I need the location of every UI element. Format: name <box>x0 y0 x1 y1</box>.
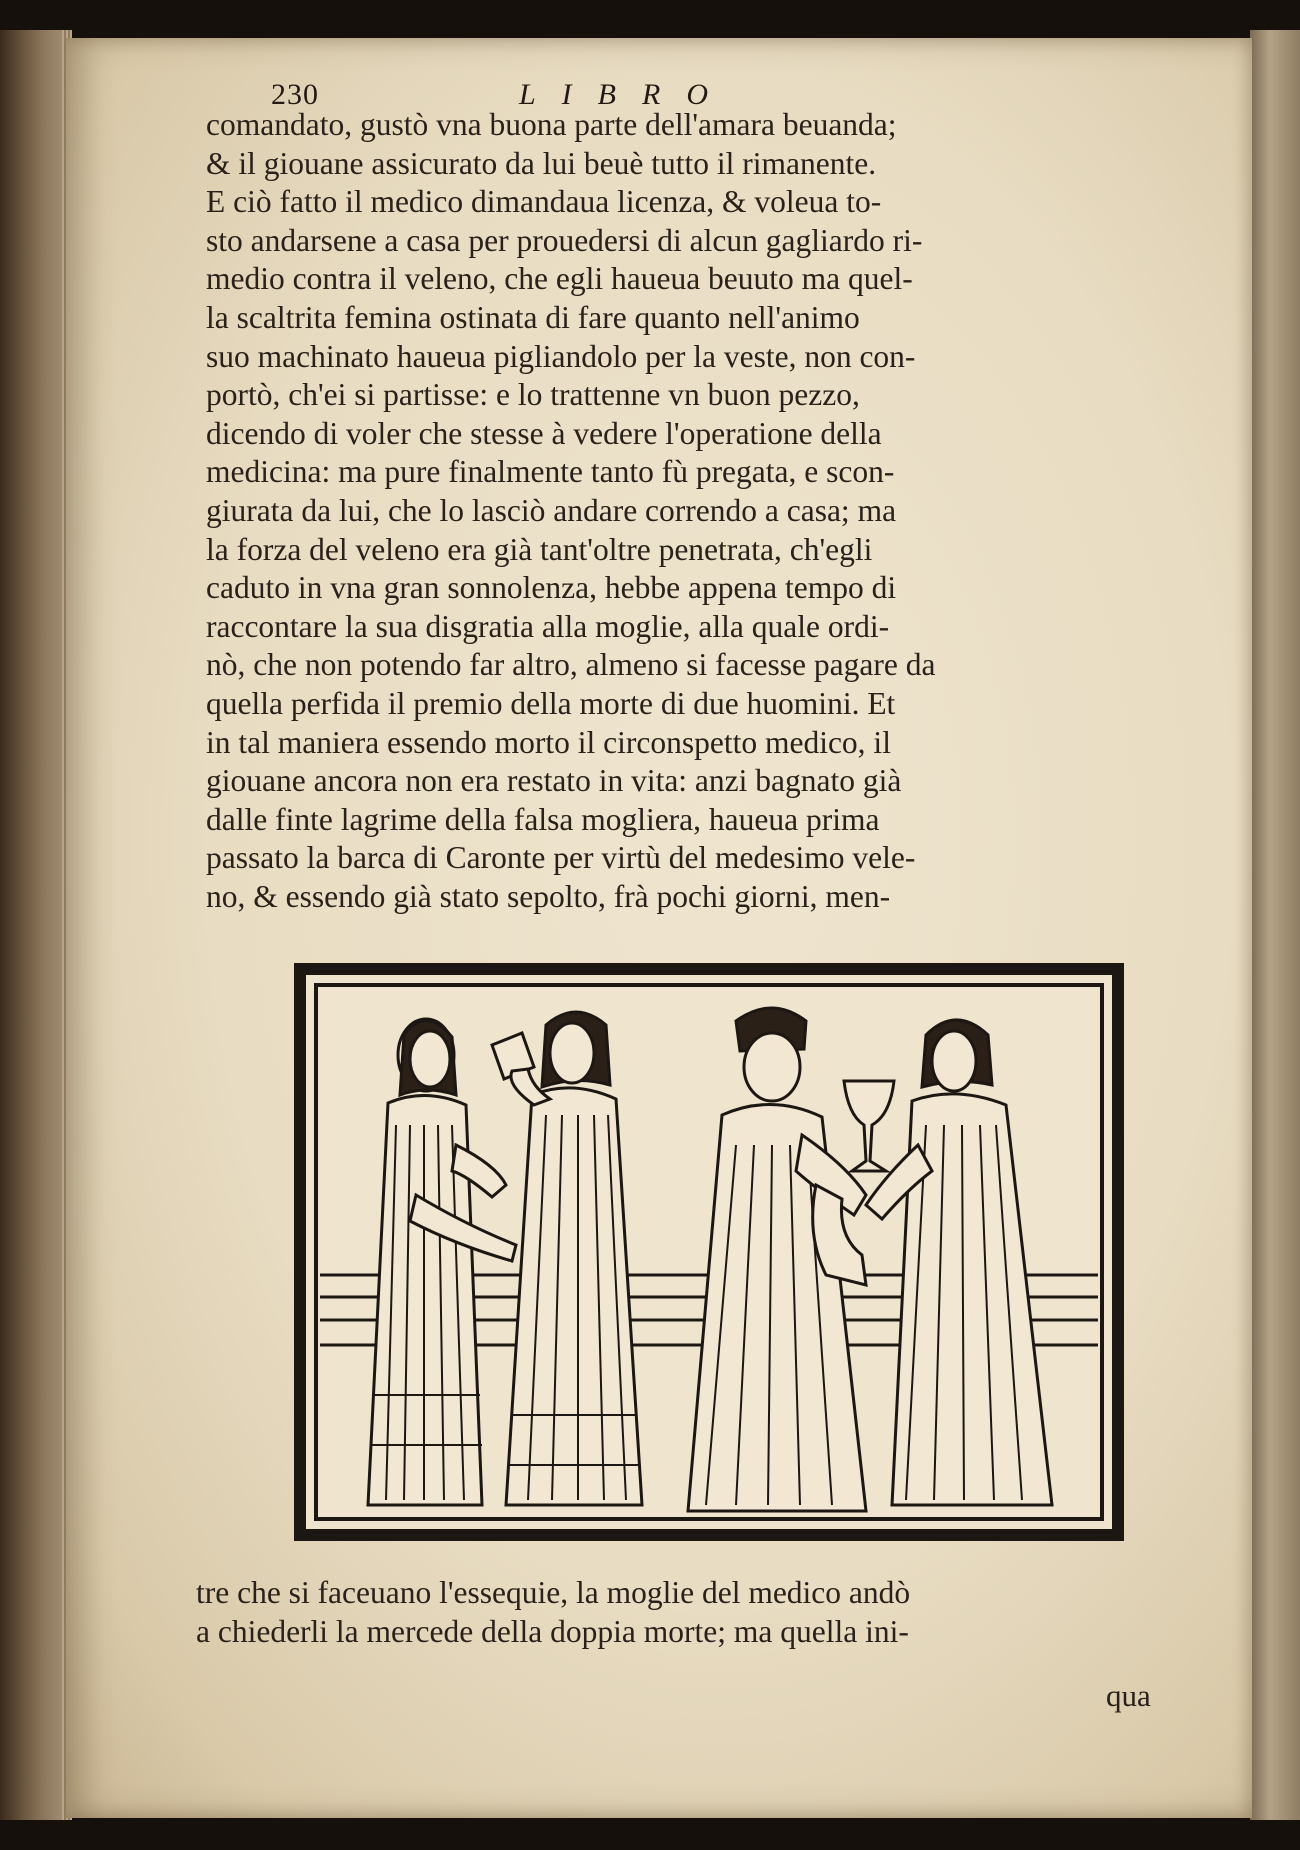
text-block-top <box>206 106 1216 916</box>
text-line: nò, che non potendo far altro, almeno si facesse pagare da <box>206 647 936 683</box>
text-line: dalle finte lagrime della falsa mogliera, haueua prima <box>206 801 880 837</box>
text-line: passato la barca di Caronte per virtù del medesimo vele- <box>206 840 916 876</box>
text-line: tre che si faceuano l'essequie, la moglie del medico andò <box>196 1575 911 1610</box>
text-line: in tal maniera essendo morto il circonspetto medico, il <box>206 724 891 760</box>
book-page <box>66 38 1252 1818</box>
text-line: giurata da lui, che lo lasciò andare correndo a casa; ma <box>206 492 897 528</box>
text-block-bottom <box>196 1574 1206 1651</box>
text-line: dicendo di voler che stesse à vedere l'operatione della <box>206 415 882 451</box>
text-line: sto andarsene a casa per prouedersi di alcun gagliardo ri- <box>206 222 923 258</box>
text-line: la forza del veleno era già tant'oltre penetrata, ch'egli <box>206 531 873 567</box>
text-line: raccontare la sua disgratia alla moglie, alla quale ordi- <box>206 608 890 644</box>
text-line: suo machinato haueua pigliandolo per la veste, non con- <box>206 338 916 374</box>
page-number: 230 <box>271 78 319 111</box>
text-line: medicina: ma pure finalmente tanto fù pregata, e scon- <box>206 454 895 490</box>
text-line: comandato, gustò vna buona parte dell'amara beuanda; <box>206 107 897 142</box>
text-line: E ciò fatto il medico dimandaua licenza, & voleua to- <box>206 184 882 220</box>
text-line: medio contra il veleno, che egli haueua beuuto ma quel- <box>206 261 913 297</box>
text-line: & il giouane assicurato da lui beuè tutto il rimanente. <box>206 145 877 181</box>
left-page-stack <box>0 30 72 1820</box>
text-line: portò, ch'ei si partisse: e lo trattenne vn buon pezzo, <box>206 377 860 413</box>
text-line: quella perfida il premio della morte di due huomini. Et <box>206 685 896 721</box>
woodcut-image <box>306 975 1112 1529</box>
catchword: qua <box>1106 1678 1151 1713</box>
woodcut-illustration <box>294 963 1124 1541</box>
text-line: giouane ancora non era restato in vita: anzi bagnato già <box>206 763 902 799</box>
running-head: LIBRO <box>519 78 734 111</box>
text-line: la scaltrita femina ostinata di fare quanto nell'animo <box>206 299 860 335</box>
text-line: no, & essendo già stato sepolto, frà pochi giorni, men- <box>206 878 891 914</box>
right-page-stack <box>1250 30 1300 1820</box>
text-line: caduto in vna gran sonnolenza, hebbe appena tempo di <box>206 570 897 606</box>
text-line: a chiederli la mercede della doppia morte; ma quella ini- <box>196 1613 909 1649</box>
